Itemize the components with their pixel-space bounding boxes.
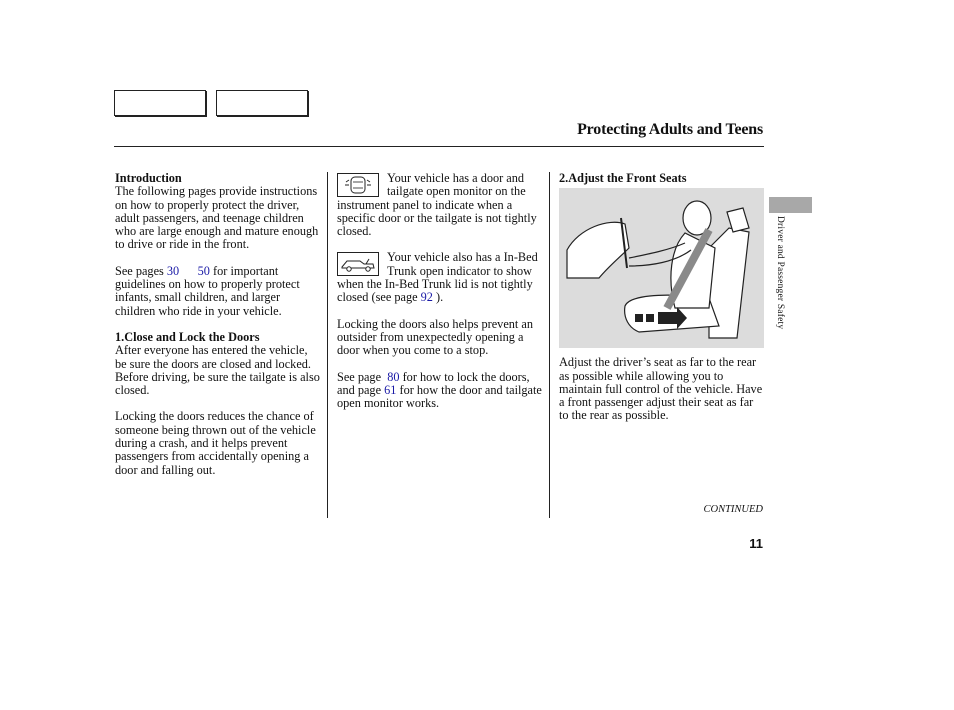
page-link-80[interactable]: 80	[387, 369, 400, 384]
step1-heading: 1.Close and Lock the Doors	[115, 329, 260, 344]
column-divider	[549, 172, 550, 518]
step1-text-2: Locking the doors reduces the chance of someone being thrown out of the vehicle during a crash, and it helps prevent passengers from accidentally opening a door and falling out.	[115, 409, 316, 477]
trunk-text-suffix: ).	[432, 290, 444, 305]
trunk-indicator-icon	[337, 252, 379, 276]
see-page-paragraph	[337, 371, 543, 411]
intro-heading: Introduction	[115, 171, 182, 185]
see-page-prefix: See page	[337, 369, 385, 384]
title-divider	[114, 146, 764, 147]
seat-adjust-illustration	[559, 188, 764, 348]
continued-label: CONTINUED	[703, 504, 763, 515]
see-pages-suffix: for important guidelines on how to properly protect infants, small children, and larger children who ride in your vehicle.	[115, 263, 300, 318]
column-introduction	[115, 172, 321, 477]
page-link-61[interactable]: 61	[384, 382, 397, 397]
section-side-label: Driver and Passenger Safety	[775, 216, 785, 330]
door-monitor-text: Your vehicle has a door and tailgate open monitor on the instrument panel to indicate when a specific door or the tailgate is not tightly closed.	[337, 171, 537, 239]
page-title: Protecting Adults and Teens	[577, 121, 763, 138]
see-page-mid: for how to lock the doors, and page	[337, 369, 530, 397]
intro-text: The following pages provide instructions on how to properly protect the driver, adult passengers, and teenage children who are large enough and mature enough to drive or ride in the front.	[115, 184, 319, 252]
locking-text: Locking the doors also helps prevent an outsider from unexpectedly opening a door when you come to a stop.	[337, 316, 534, 358]
column-monitors	[337, 172, 543, 410]
step2-heading: 2.Adjust the Front Seats	[559, 171, 687, 185]
see-page-suffix: for how the door and tailgate open monitor works.	[337, 382, 542, 411]
nav-prev-button[interactable]	[114, 90, 206, 116]
column-divider	[327, 172, 328, 518]
column-front-seats	[559, 172, 765, 423]
door-monitor-icon	[337, 173, 379, 197]
see-pages-paragraph	[115, 265, 321, 318]
see-pages-prefix: See pages	[115, 263, 167, 278]
page-link-92[interactable]: 92	[420, 290, 433, 305]
page-link-50[interactable]: 50	[197, 263, 210, 278]
nav-next-button[interactable]	[216, 90, 308, 116]
section-tab	[769, 197, 812, 213]
trunk-text-prefix: Your vehicle also has a In-Bed Trunk open indicator to show when the In-Bed Trunk lid is not tightly closed (see page	[337, 250, 538, 305]
step1-text: After everyone has entered the vehicle, be sure the doors are closed and locked. Before driving, be sure the tailgate is also closed.	[115, 343, 320, 398]
step2-text: Adjust the driver’s seat as far to the rear as possible while allowing you to maintain full control of the vehicle. Have a front passenger adjust their seat as far to the rear as possible.	[559, 355, 763, 423]
page-link-30[interactable]: 30	[166, 263, 180, 278]
page-number: 11	[749, 536, 763, 551]
